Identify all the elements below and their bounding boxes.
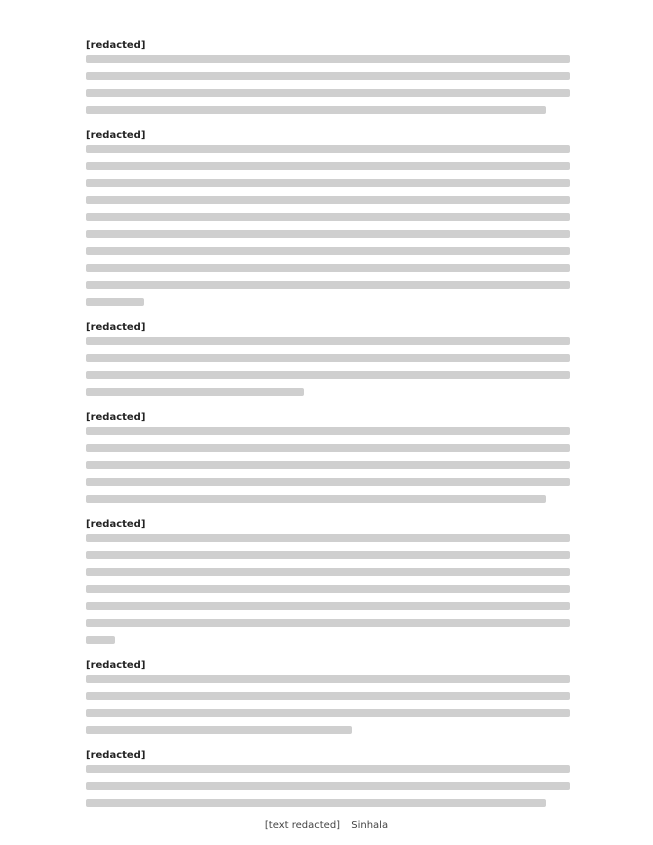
redaction-notice: [text redacted] (264, 820, 341, 831)
paragraph-text: [redacted] (86, 660, 146, 671)
paragraph-text: [redacted] (86, 412, 146, 423)
paragraph-2 (86, 130, 570, 306)
paragraph-text: [redacted] (86, 750, 146, 761)
redacted-text-line (86, 765, 570, 773)
paragraph-3 (86, 322, 570, 396)
redacted-text-line (86, 602, 570, 610)
redacted-text-line (86, 709, 570, 717)
redacted-text-line (86, 298, 144, 306)
paragraph-text: [redacted] (86, 322, 146, 333)
redacted-text-line (86, 72, 570, 80)
redacted-text-line (86, 495, 546, 503)
redacted-text-line (86, 106, 546, 114)
redacted-text-line (86, 726, 352, 734)
redacted-text-line (86, 55, 570, 63)
redacted-text-line (86, 799, 546, 807)
paragraph-6 (86, 660, 570, 734)
redacted-text-line (86, 145, 570, 153)
redacted-text-line (86, 692, 570, 700)
redacted-text-line (86, 354, 570, 362)
redacted-text-line (86, 444, 570, 452)
redacted-text-line (86, 478, 570, 486)
document-body (86, 40, 570, 823)
redacted-text-line (86, 461, 570, 469)
redacted-text-line (86, 636, 115, 644)
redacted-text-line (86, 247, 570, 255)
redacted-text-line (86, 371, 570, 379)
document-language: Sinhala (351, 820, 389, 831)
redacted-text-line (86, 388, 304, 396)
redacted-text-line (86, 264, 570, 272)
redacted-text-line (86, 427, 570, 435)
redacted-text-line (86, 213, 570, 221)
redacted-text-line (86, 196, 570, 204)
paragraph-text: [redacted] (86, 519, 146, 530)
redacted-text-line (86, 179, 570, 187)
paragraph-text: [redacted] (86, 40, 146, 51)
redacted-text-line (86, 585, 570, 593)
paragraph-4 (86, 412, 570, 503)
redacted-text-line (86, 619, 570, 627)
paragraph-text: [redacted] (86, 130, 146, 141)
redacted-text-line (86, 675, 570, 683)
paragraph-1 (86, 40, 570, 114)
redacted-text-line (86, 162, 570, 170)
redacted-text-line (86, 230, 570, 238)
redacted-text-line (86, 551, 570, 559)
redacted-text-line (86, 281, 570, 289)
redacted-text-line (86, 337, 570, 345)
paragraph-7 (86, 750, 570, 807)
redacted-text-line (86, 782, 570, 790)
paragraph-5 (86, 519, 570, 644)
redaction-footer (0, 820, 653, 831)
redacted-text-line (86, 534, 570, 542)
redacted-text-line (86, 89, 570, 97)
redacted-text-line (86, 568, 570, 576)
